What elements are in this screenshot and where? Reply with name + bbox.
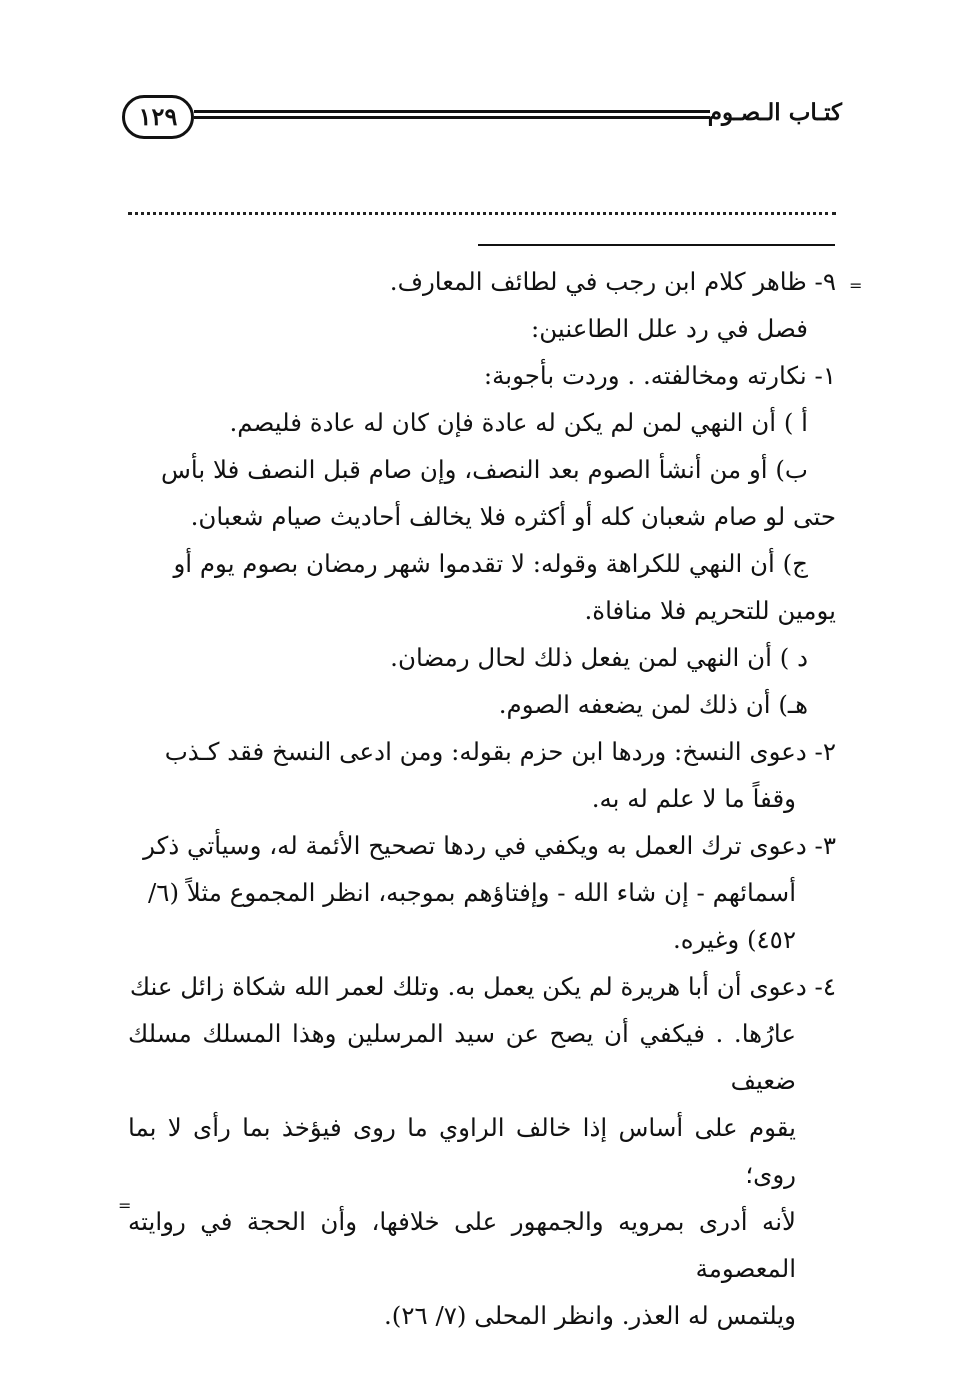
- header-rule: [194, 110, 710, 119]
- text-line: هـ) أن ذلك لمن يضعفه الصوم.: [498, 690, 808, 719]
- text-line: ٩- ظاهر كلام ابن رجب في لطائف المعارف.: [389, 267, 836, 296]
- text-line: عارُها. . فيكفي أن يصح عن سيد المرسلين وهذا المسلك مسلك ضعيف: [128, 1019, 796, 1095]
- text-line: أسمائهم - إن شاء الله - وإفتاؤهم بموجبه، انظر المجموع مثلاً (٦/: [148, 878, 796, 907]
- footnote-text: [128, 258, 836, 1339]
- text-line: لأنه أدرى بمرويه والجمهور على خلافها، وأن الحجة في روايته المعصومة: [128, 1207, 796, 1283]
- text-line: ٣- دعوى ترك العمل به ويكفي في ردها تصحيح الأئمة له، وسيأتي ذكر: [143, 831, 836, 860]
- text-line: ويلتمس له العذر. وانظر المحلى (٧/ ٢٦).: [384, 1301, 796, 1330]
- page-number: ١٢٩: [122, 95, 194, 139]
- running-header: [122, 95, 842, 143]
- dotted-separator: [128, 200, 836, 215]
- text-line: ج) أن النهي للكراهة وقوله: لا تقدموا شهر رمضان بصوم يوم أو: [173, 549, 808, 578]
- text-line: فصل في رد علل الطاعنين:: [531, 314, 808, 343]
- text-line: ب) أو من أنشأ الصوم بعد النصف، وإن صام قبل النصف فلا بأس: [161, 455, 808, 484]
- text-line: أ ) أن النهي لمن لم يكن له عادة فإن كان له عادة فليصم.: [229, 408, 808, 437]
- text-line: وقفاً ما لا علم له به.: [591, 784, 796, 813]
- text-line: يومين للتحريم فلا منافاة.: [584, 596, 836, 625]
- text-line: ٤- دعوى أن أبا هريرة لم يكن يعمل به. وتلك لعمر الله شكاة زائل عنك: [129, 972, 836, 1001]
- text-line: ١- نكارته ومخالفته. . وردت بأجوبة:: [483, 361, 836, 390]
- text-line: د ) أن النهي لمن يفعل ذلك لحال رمضان.: [390, 643, 808, 672]
- footnote-rule: [478, 244, 835, 246]
- continuation-mark-top: =: [849, 276, 863, 295]
- chapter-title: كتـاب الـصـوم: [707, 99, 842, 126]
- continuation-mark-bottom: =: [118, 1196, 132, 1215]
- text-line: ٤٥٢) وغيره.: [672, 925, 796, 954]
- text-line: ٢- دعوى النسخ: وردها ابن حزم بقوله: ومن ادعى النسخ فقد كـذب: [164, 737, 836, 766]
- text-line: يقوم على أساس إذا خالف الراوي ما روى فيؤخذ بما رأى لا بما روى؛: [128, 1113, 796, 1189]
- text-line: حتى لو صام شعبان كله أو أكثره فلا يخالف أحاديث صيام شعبان.: [190, 502, 836, 531]
